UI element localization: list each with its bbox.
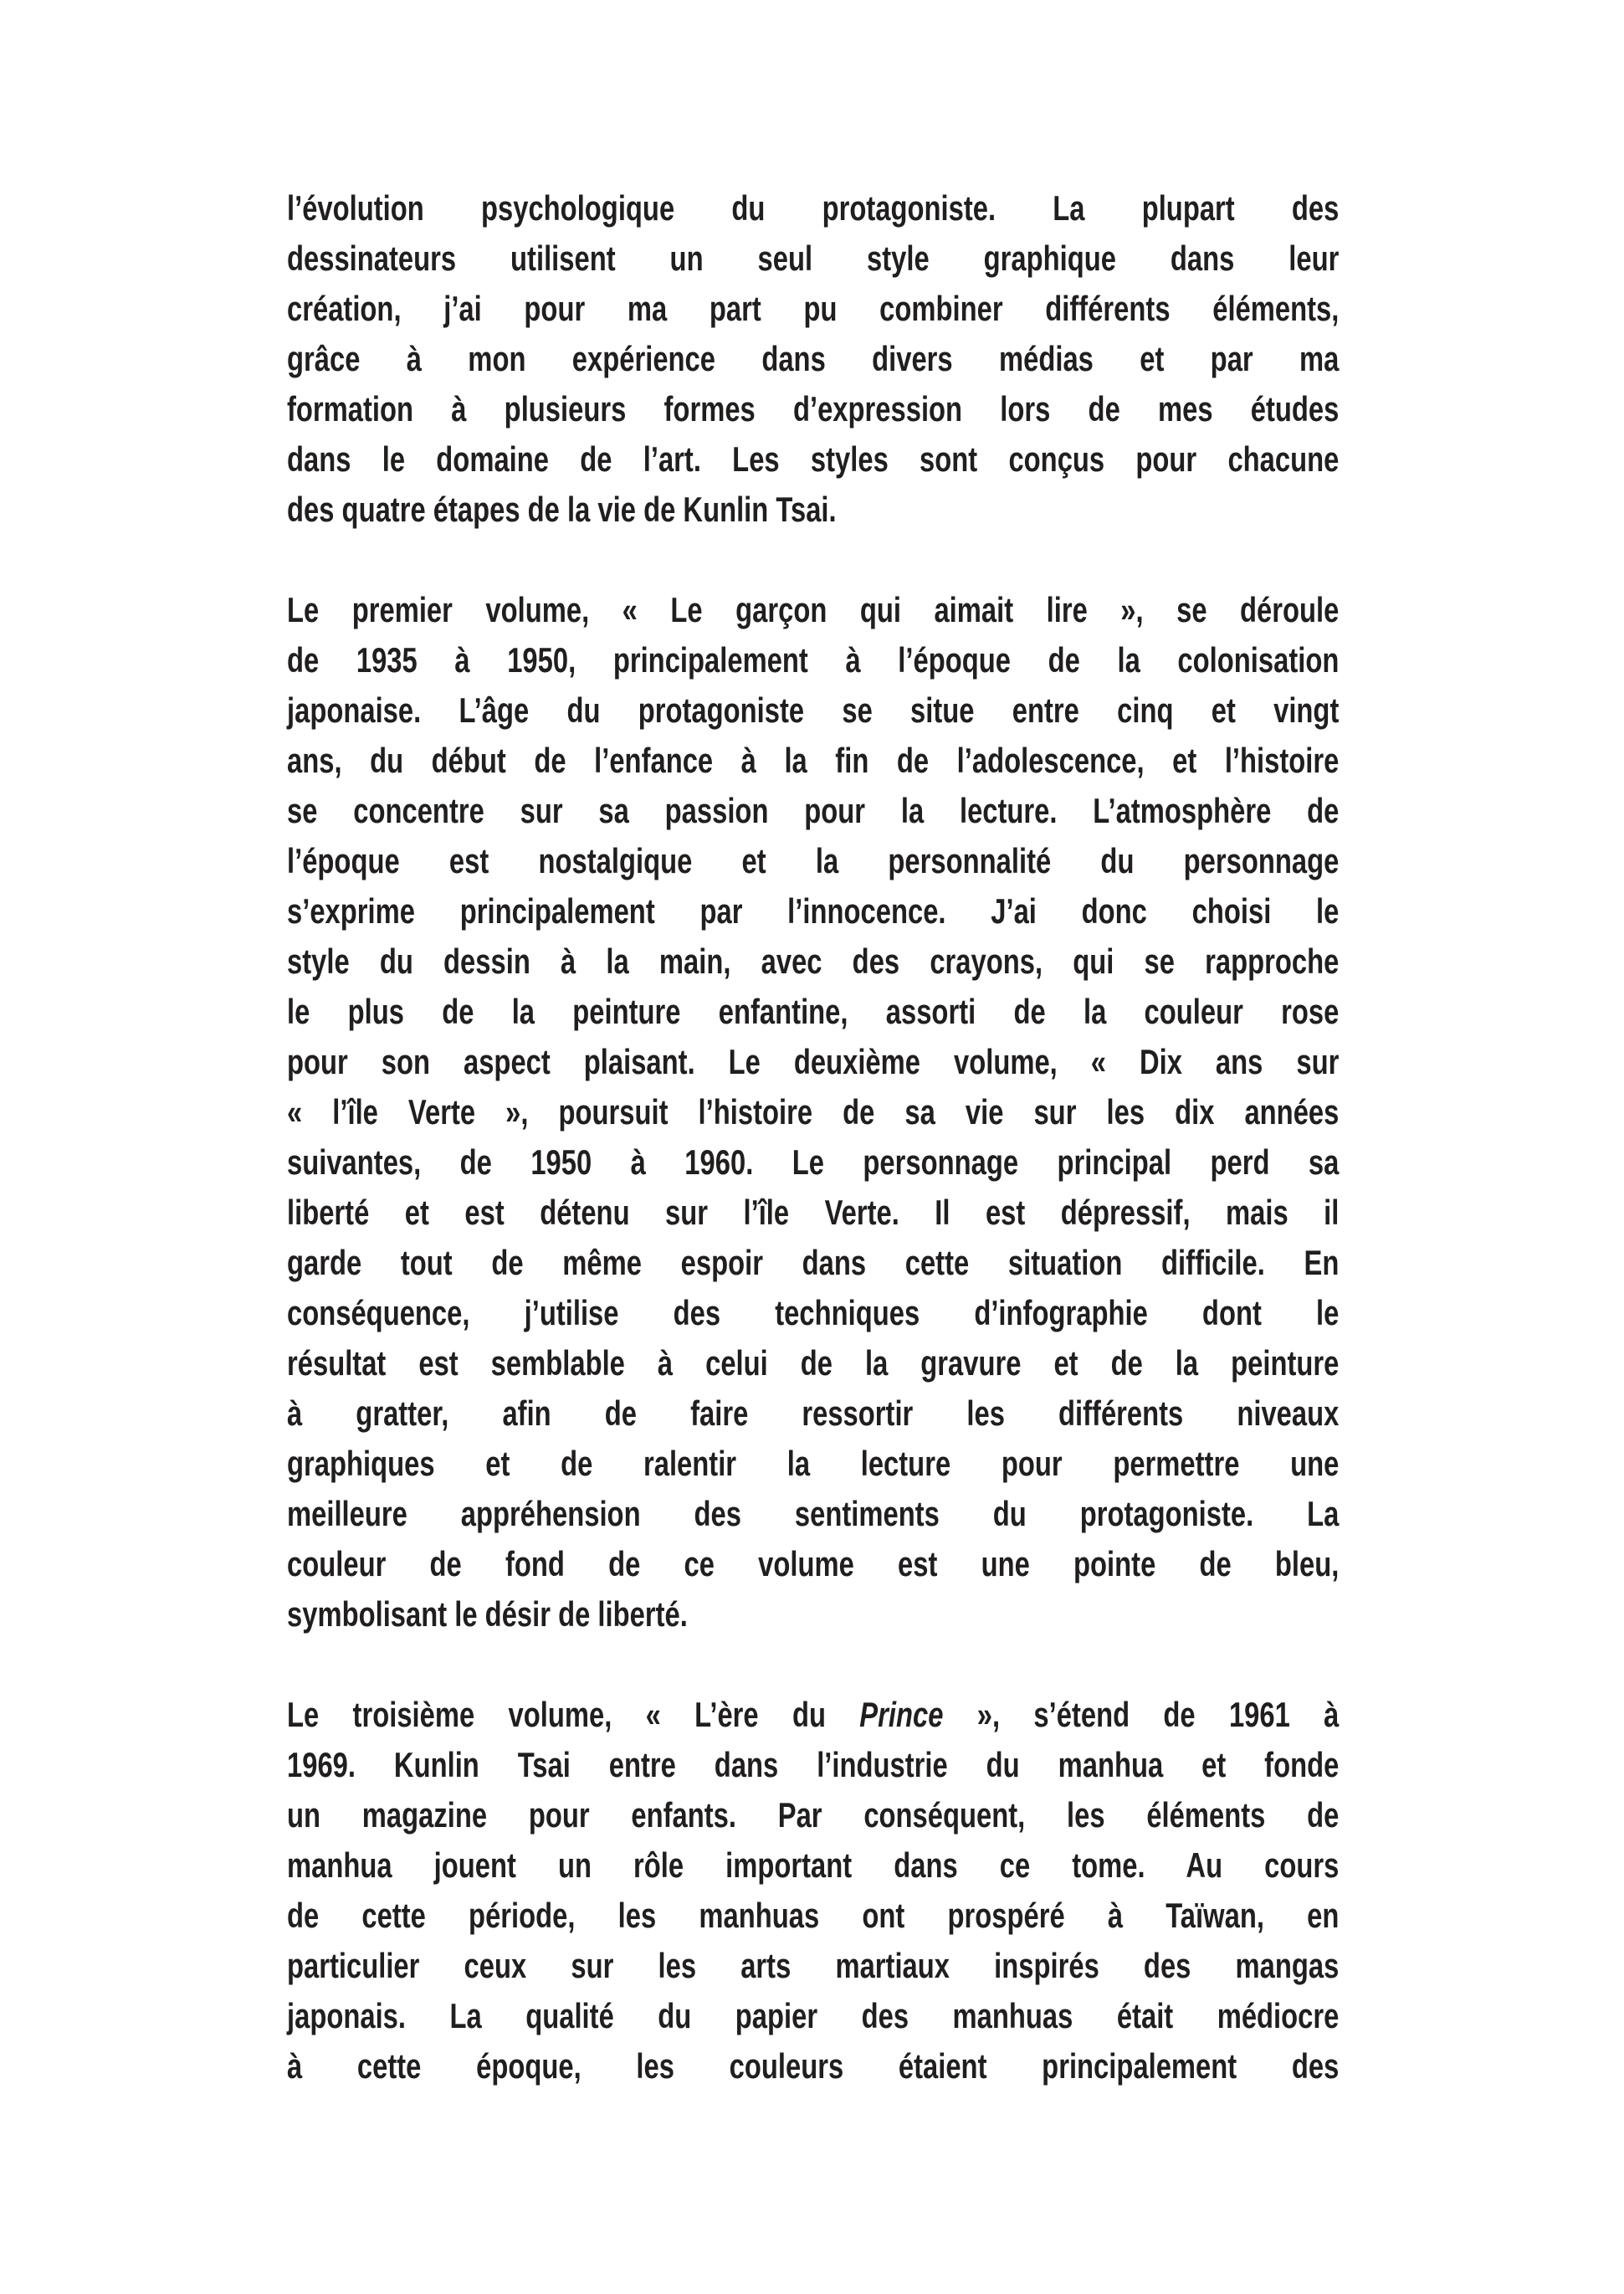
text-line: couleur de fond de ce volume est une pointe de bleu, (287, 1544, 1340, 1583)
text-line: des quatre étapes de la vie de Kunlin Tsai. (287, 490, 837, 529)
text-line: style du dessin à la main, avec des crayons, qui se rapproche (287, 942, 1340, 981)
text-line: liberté et est détenu sur l’île Verte. Il est dépressif, mais il (287, 1193, 1340, 1232)
text-block (287, 183, 1339, 2142)
text-line: grâce à mon expérience dans divers médias et par ma (287, 339, 1340, 378)
text-line: conséquence, j’utilise des techniques d’infographie dont le (287, 1293, 1340, 1332)
text-line: manhua jouent un rôle important dans ce tome. Au cours (287, 1845, 1340, 1885)
paragraph (287, 183, 1339, 535)
text-line: dessinateurs utilisent un seul style graphique dans leur (287, 239, 1340, 278)
text-line: de 1935 à 1950, principalement à l’époque de la colonisation (287, 640, 1340, 680)
paragraph (287, 585, 1339, 1640)
text-line: à cette époque, les couleurs étaient principalement des (287, 2046, 1340, 2086)
text-line: s’exprime principalement par l’innocence. J’ai donc choisi le (287, 891, 1340, 931)
text-line: formation à plusieurs formes d’expression lors de mes études (287, 389, 1340, 429)
text-line: Le troisième volume, « L’ère du Prince », s’étend de 1961 à (287, 1695, 1340, 1734)
text-line: japonais. La qualité du papier des manhuas était médiocre (287, 1996, 1340, 2035)
text-line: pour son aspect plaisant. Le deuxième volume, « Dix ans sur (287, 1042, 1340, 1081)
text-line: suivantes, de 1950 à 1960. Le personnage principal perd sa (287, 1142, 1340, 1182)
text-line: garde tout de même espoir dans cette situation difficile. En (287, 1243, 1340, 1282)
text-line: se concentre sur sa passion pour la lecture. L’atmosphère de (287, 791, 1340, 830)
text-line: « l’île Verte », poursuit l’histoire de sa vie sur les dix années (287, 1092, 1340, 1132)
text-line: l’époque est nostalgique et la personnalité du personnage (287, 841, 1340, 880)
text-line: 1969. Kunlin Tsai entre dans l’industrie du manhua et fonde (287, 1745, 1340, 1784)
text-line: de cette période, les manhuas ont prospéré à Taïwan, en (287, 1896, 1340, 1935)
text-line: japonaise. L’âge du protagoniste se situe entre cinq et vingt (287, 690, 1340, 730)
text-line: Le premier volume, « Le garçon qui aimait lire », se déroule (287, 590, 1340, 629)
text-line: l’évolution psychologique du protagoniste. La plupart des (287, 188, 1340, 228)
text-line: création, j’ai pour ma part pu combiner différents éléments, (287, 289, 1340, 328)
text-line: le plus de la peinture enfantine, assorti de la couleur rose (287, 992, 1340, 1031)
text-line: ans, du début de l’enfance à la fin de l’adolescence, et l’histoire (287, 741, 1340, 780)
text-line: dans le domaine de l’art. Les styles sont conçus pour chacune (287, 439, 1340, 479)
text-line: symbolisant le désir de liberté. (287, 1594, 688, 1634)
text-line: un magazine pour enfants. Par conséquent, les éléments de (287, 1795, 1340, 1835)
text-line: à gratter, afin de faire ressortir les différents niveaux (287, 1393, 1340, 1433)
text-line: meilleure appréhension des sentiments du protagoniste. La (287, 1494, 1340, 1533)
text-line: particulier ceux sur les arts martiaux inspirés des mangas (287, 1946, 1340, 1985)
text-line: résultat est semblable à celui de la gravure et de la peinture (287, 1343, 1340, 1383)
paragraph (287, 1690, 1339, 2091)
text-line: graphiques et de ralentir la lecture pour permettre une (287, 1444, 1340, 1483)
